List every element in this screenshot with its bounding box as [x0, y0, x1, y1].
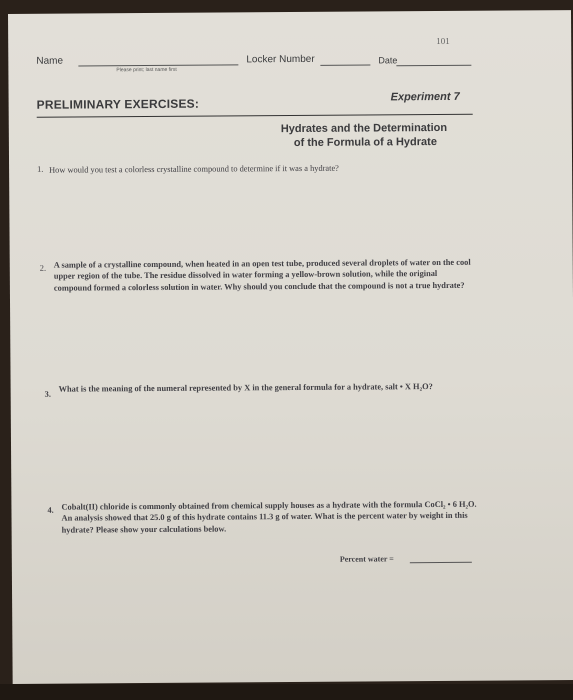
- date-field[interactable]: [396, 65, 471, 67]
- question-4-number: 4.: [47, 505, 54, 515]
- locker-number-field[interactable]: [320, 64, 370, 65]
- worksheet-page: [8, 10, 573, 684]
- date-label: Date: [378, 55, 398, 66]
- experiment-title-line2: of the Formula of a Hydrate: [293, 136, 437, 150]
- section-heading: PRELIMINARY EXERCISES:: [36, 96, 200, 112]
- name-label: Name: [36, 55, 64, 67]
- experiment-number: Experiment 7: [390, 90, 460, 104]
- percent-water-field[interactable]: [410, 562, 472, 563]
- page-number: 101: [436, 35, 450, 47]
- locker-number-label: Locker Number: [246, 53, 315, 66]
- experiment-title-line1: Hydrates and the Determination: [280, 121, 448, 136]
- question-2-number: 2.: [39, 263, 47, 273]
- percent-water-label: Percent water =: [339, 554, 394, 564]
- question-1-number: 1.: [37, 164, 44, 174]
- print-note: Please print; last name first: [116, 66, 177, 74]
- question-1-text: How would you test a colorless crystalline compound to determine if it was a hydrate?: [49, 163, 339, 175]
- question-3-text: What is the meaning of the numeral represented by X in the general formula for a hydrate, salt • X H₂O?: [58, 382, 433, 394]
- table-surface: [0, 684, 573, 700]
- question-4-text: Cobalt(II) chloride is commonly obtained from chemical supply houses as a hydrate with the formula CoCl₂ • 6 H₂O. An analysis showed that 25.0 g of this hydrate contains 11.3 g of water. What is the percent water by weight in this hydrate? Please show your calculations below.: [61, 499, 477, 535]
- heading-rule: [37, 114, 473, 118]
- question-2-text: A sample of a crystalline compound, when heated in an open test tube, produced several droplets of water on the cool upper region of the tube. The residue dissolved in water forming a yellow-brown solution, while the original compound formed a colorless solution in water. Why should you conclude that the compound is not a true hydrate?: [53, 257, 471, 293]
- question-3-number: 3.: [44, 389, 51, 399]
